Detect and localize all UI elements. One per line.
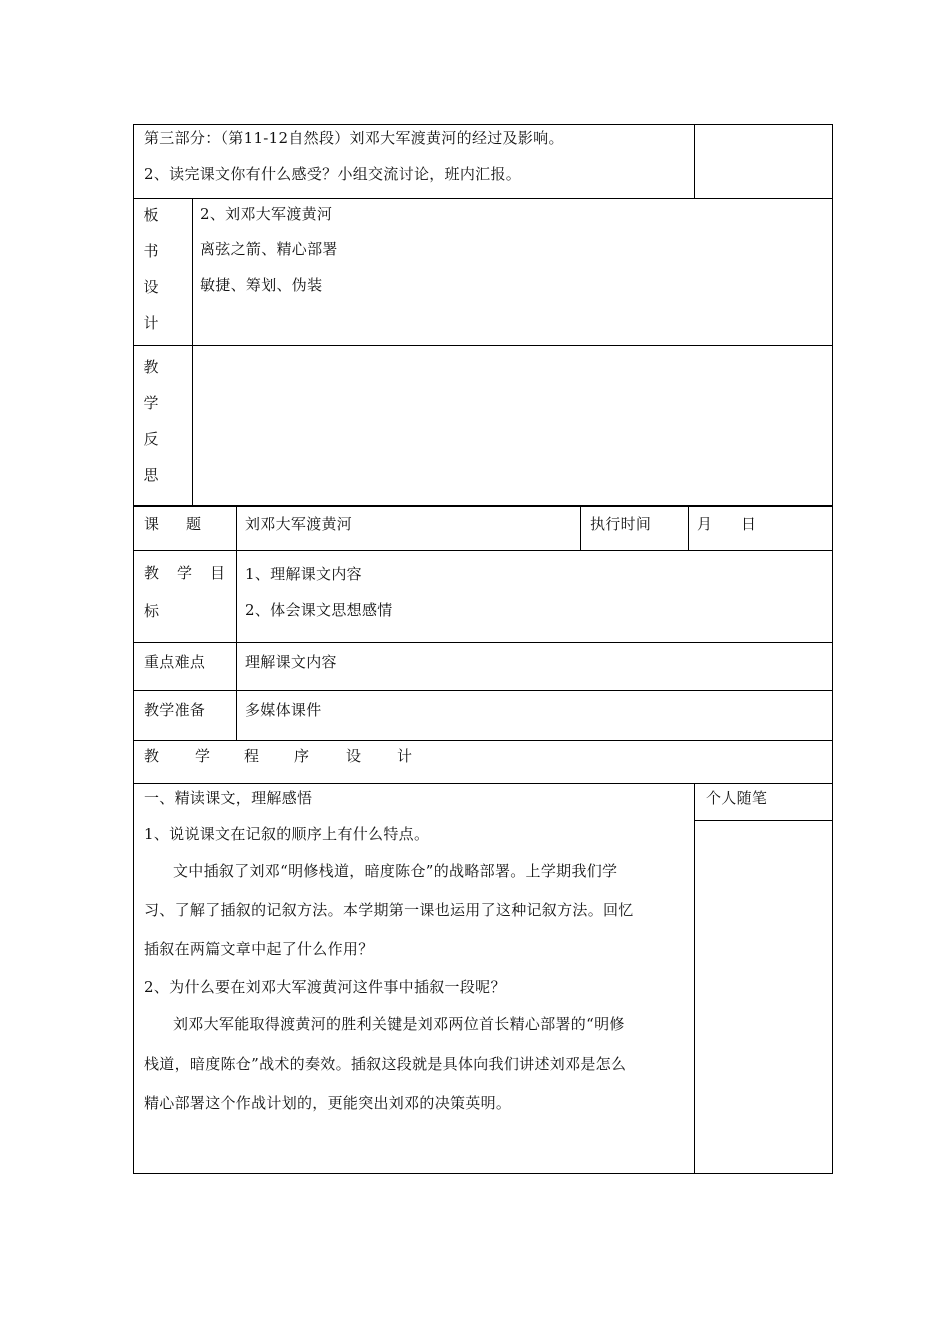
month-label: 月 (697, 515, 713, 533)
key-points-value: 理解课文内容 (245, 653, 337, 671)
goals-label-char-2: 学 (177, 564, 193, 582)
procedure-heading: 一、精读课文，理解感悟 (144, 789, 313, 807)
topic-label-char-1: 课 (144, 515, 160, 533)
procedure-para-1-line-1: 文中插叙了刘邓“明修栈道，暗度陈仓”的战略部署。上学期我们学 (173, 862, 618, 880)
board-design-line-2: 离弦之箭、精心部署 (200, 240, 338, 258)
key-points-row-bottom (133, 690, 833, 691)
notes-column-divider (694, 783, 695, 1174)
procedure-para-2-line-1: 刘邓大军能取得渡黄河的胜利关键是刘邓两位首长精心部署的“明修 (173, 1015, 625, 1033)
procedure-question-1: 1、说说课文在记叙的顺序上有什么特点。 (144, 825, 430, 843)
topic-label-char-2: 题 (186, 515, 202, 533)
procedure-para-1-line-2: 习、了解了插叙的记叙方法。本学期第一课也运用了这种记叙方法。回忆 (144, 901, 634, 919)
topic-row-bottom (133, 550, 833, 551)
day-label: 日 (741, 515, 757, 533)
reflection-label: 教 学 反 思 (143, 358, 159, 484)
goal-2: 2、体会课文思想感情 (245, 601, 393, 619)
notes-label: 个人随笔 (706, 789, 768, 807)
procedure-title-char-3: 程 (244, 747, 260, 765)
procedure-title-char-5: 设 (346, 747, 362, 765)
procedure-title-bottom (133, 783, 833, 784)
procedure-title-char-4: 序 (294, 747, 310, 765)
procedure-para-1-line-3: 插叙在两篇文章中起了什么作用？ (144, 940, 374, 958)
notes-header-bottom (694, 820, 833, 821)
topic-time-divider (580, 506, 581, 551)
procedure-title-char-1: 教 (144, 747, 160, 765)
upper-row-divider-1 (133, 198, 833, 199)
procedure-title-char-2: 学 (195, 747, 211, 765)
goals-label-tail: 标 (144, 602, 160, 620)
prep-value: 多媒体课件 (245, 701, 322, 719)
topic-label-divider (236, 506, 237, 551)
prep-label: 教学准备 (144, 701, 206, 719)
board-design-label: 板 书 设 计 (143, 206, 159, 332)
goals-label-char-1: 教 (144, 564, 160, 582)
board-design-line-1: 2、刘邓大军渡黄河 (200, 205, 333, 223)
goals-row-bottom (133, 642, 833, 643)
board-design-line-3: 敏捷、筹划、伪装 (200, 276, 323, 294)
section3-heading: 第三部分：（第11-12自然段）刘邓大军渡黄河的经过及影响。 (144, 129, 564, 147)
procedure-para-2-line-2: 栈道，暗度陈仓”战术的奏效。插叙这段就是具体向我们讲述刘邓是怎么 (144, 1055, 627, 1073)
procedure-para-2-line-3: 精心部署这个作战计划的，更能突出刘邓的决策英明。 (144, 1094, 512, 1112)
topic-value: 刘邓大军渡黄河 (245, 515, 353, 533)
goals-label-char-3: 目 (210, 564, 226, 582)
upper-notes-divider (694, 124, 695, 199)
section3-question-2: 2、读完课文你有什么感受？小组交流讨论，班内汇报。 (144, 165, 522, 183)
time-date-divider (688, 506, 689, 551)
procedure-question-2: 2、为什么要在刘邓大军渡黄河这件事中插叙一段呢？ (144, 978, 506, 996)
goals-label-divider (236, 550, 237, 741)
procedure-title-char-6: 计 (397, 747, 413, 765)
upper-label-divider (192, 198, 193, 506)
goal-1: 1、理解课文内容 (245, 565, 362, 583)
prep-row-bottom (133, 740, 833, 741)
upper-row-divider-2 (133, 345, 833, 346)
exec-time-label: 执行时间 (590, 515, 652, 533)
key-points-label: 重点难点 (144, 653, 206, 671)
